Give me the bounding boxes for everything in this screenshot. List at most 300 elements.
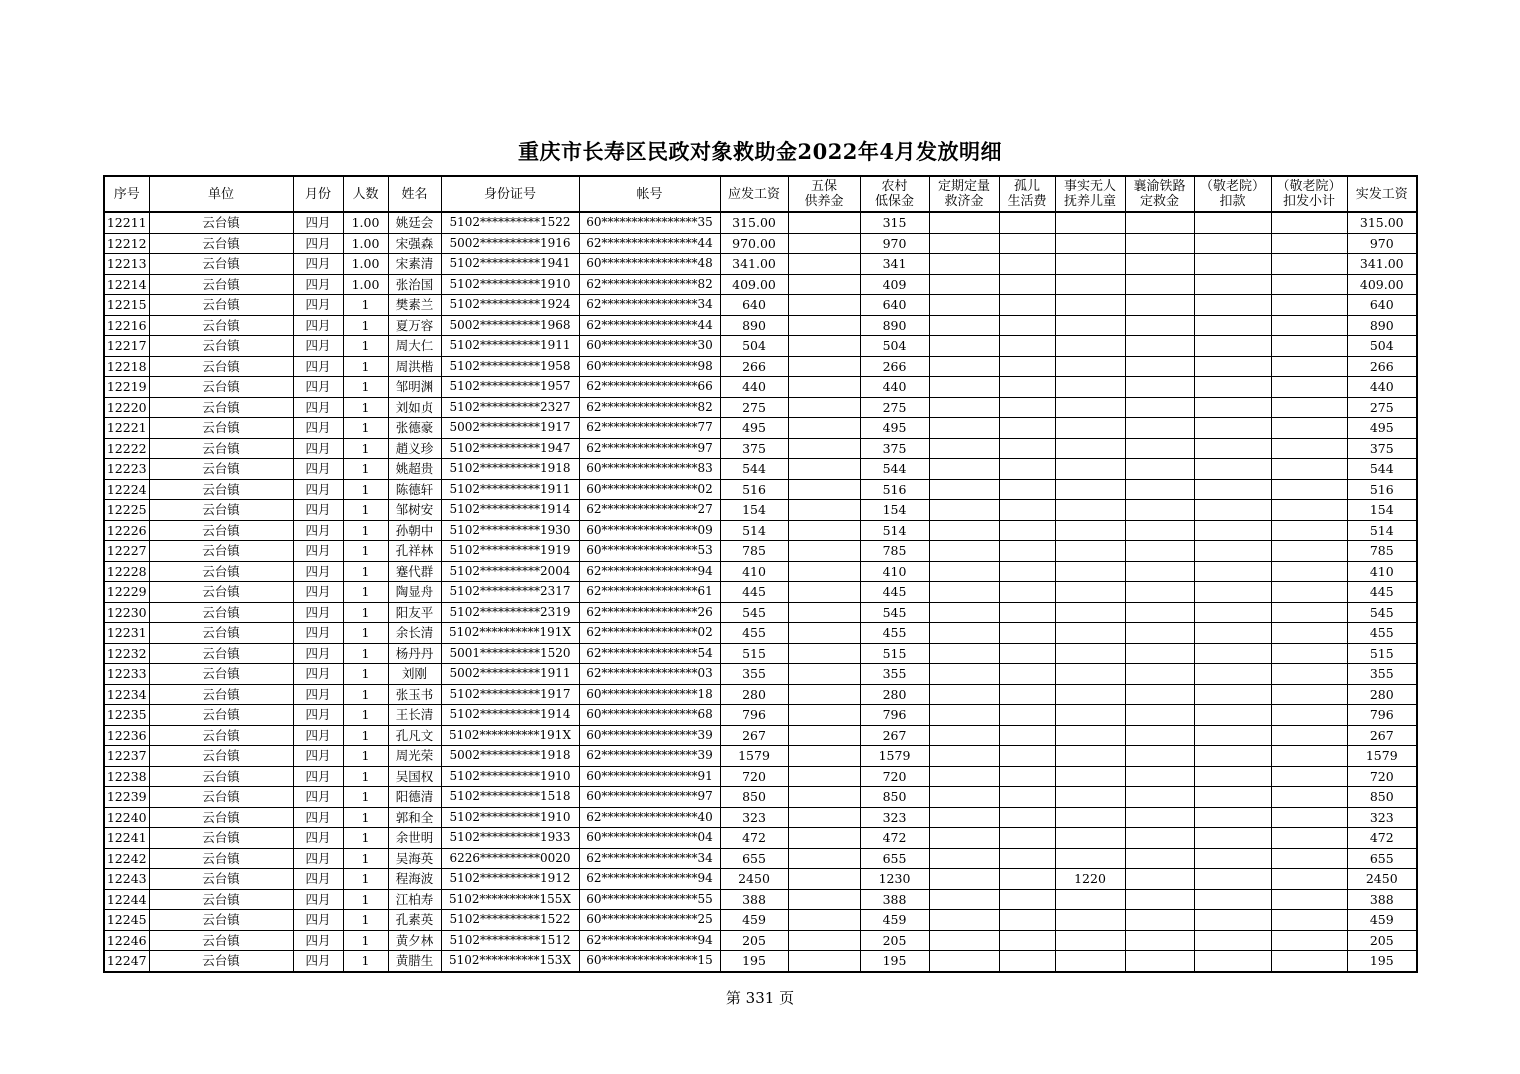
table-cell	[1125, 602, 1194, 623]
table-cell	[788, 315, 860, 336]
table-cell: 1	[343, 766, 388, 787]
table-cell: 275	[1347, 397, 1417, 418]
table-cell: 60****************35	[579, 212, 720, 233]
table-cell: 5102**********1918	[441, 459, 579, 480]
table-cell	[929, 541, 999, 562]
table-cell	[1055, 212, 1125, 233]
table-cell: 60****************09	[579, 520, 720, 541]
table-cell	[1194, 684, 1271, 705]
table-cell: 544	[860, 459, 929, 480]
table-cell: 60****************53	[579, 541, 720, 562]
table-cell	[1055, 295, 1125, 316]
table-cell: 341.00	[1347, 254, 1417, 275]
table-row	[104, 520, 1417, 541]
table-cell: 796	[720, 705, 788, 726]
table-cell: 5102**********153X	[441, 951, 579, 972]
table-cell: 516	[860, 479, 929, 500]
column-header: 序号	[104, 176, 149, 212]
table-cell	[788, 869, 860, 890]
table-cell: 267	[720, 725, 788, 746]
table-cell: 1230	[860, 869, 929, 890]
table-cell: 60****************30	[579, 336, 720, 357]
table-cell	[1125, 848, 1194, 869]
table-cell	[999, 869, 1055, 890]
table-cell: 12235	[104, 705, 149, 726]
table-cell	[1125, 889, 1194, 910]
table-cell	[1271, 828, 1347, 849]
table-cell	[788, 254, 860, 275]
table-cell	[999, 787, 1055, 808]
table-cell: 12218	[104, 356, 149, 377]
table-cell: 375	[720, 438, 788, 459]
table-cell: 495	[1347, 418, 1417, 439]
column-header: 五保 供养金	[788, 176, 860, 212]
table-cell	[1125, 315, 1194, 336]
table-cell	[1271, 500, 1347, 521]
table-cell: 5102**********1941	[441, 254, 579, 275]
table-cell	[1271, 602, 1347, 623]
table-cell: 12219	[104, 377, 149, 398]
table-row	[104, 746, 1417, 767]
table-cell	[1125, 541, 1194, 562]
table-cell	[929, 254, 999, 275]
table-cell: 邹树安	[388, 500, 441, 521]
table-cell: 5102**********1947	[441, 438, 579, 459]
table-cell: 275	[720, 397, 788, 418]
table-cell: 四月	[293, 766, 343, 787]
table-cell: 12215	[104, 295, 149, 316]
table-cell: 云台镇	[149, 643, 293, 664]
table-cell	[788, 233, 860, 254]
table-cell: 516	[720, 479, 788, 500]
table-cell	[929, 930, 999, 951]
table-cell: 323	[1347, 807, 1417, 828]
table-cell	[999, 561, 1055, 582]
table-cell: 12216	[104, 315, 149, 336]
table-cell: 472	[720, 828, 788, 849]
column-header: （敬老院） 扣发小计	[1271, 176, 1347, 212]
table-cell: 四月	[293, 664, 343, 685]
table-cell	[1271, 889, 1347, 910]
table-cell	[929, 561, 999, 582]
table-cell: 1220	[1055, 869, 1125, 890]
table-cell: 655	[860, 848, 929, 869]
table-row	[104, 295, 1417, 316]
table-cell	[1271, 725, 1347, 746]
table-cell: 云台镇	[149, 602, 293, 623]
table-cell: 544	[720, 459, 788, 480]
table-cell	[788, 541, 860, 562]
table-cell: 459	[1347, 910, 1417, 931]
table-cell: 云台镇	[149, 295, 293, 316]
table-cell	[788, 910, 860, 931]
column-header: 事实无人 抚养儿童	[1055, 176, 1125, 212]
table-cell	[1194, 664, 1271, 685]
table-cell	[1194, 459, 1271, 480]
table-cell	[1055, 233, 1125, 254]
table-cell	[999, 725, 1055, 746]
table-cell: 四月	[293, 807, 343, 828]
table-cell	[999, 377, 1055, 398]
table-cell: 62****************66	[579, 377, 720, 398]
table-cell: 1	[343, 643, 388, 664]
table-cell: 云台镇	[149, 766, 293, 787]
table-cell	[929, 377, 999, 398]
table-cell: 495	[860, 418, 929, 439]
table-cell	[1271, 623, 1347, 644]
table-cell	[1125, 725, 1194, 746]
table-cell: 445	[860, 582, 929, 603]
table-cell: 62****************26	[579, 602, 720, 623]
table-cell: 62****************03	[579, 664, 720, 685]
table-cell: 1	[343, 869, 388, 890]
table-cell	[1271, 274, 1347, 295]
table-cell	[999, 664, 1055, 685]
table-cell: 504	[860, 336, 929, 357]
table-cell: 60****************97	[579, 787, 720, 808]
table-cell: 850	[860, 787, 929, 808]
table-cell	[1055, 910, 1125, 931]
table-cell	[1125, 520, 1194, 541]
table-cell: 夏万容	[388, 315, 441, 336]
table-cell: 1	[343, 520, 388, 541]
table-cell: 62****************44	[579, 315, 720, 336]
table-cell	[1271, 295, 1347, 316]
table-cell: 云台镇	[149, 274, 293, 295]
table-cell	[929, 500, 999, 521]
table-cell: 12214	[104, 274, 149, 295]
table-cell	[1125, 377, 1194, 398]
table-cell: 云台镇	[149, 418, 293, 439]
table-cell: 655	[1347, 848, 1417, 869]
table-cell	[1125, 212, 1194, 233]
table-cell: 62****************61	[579, 582, 720, 603]
table-cell: 6226**********0020	[441, 848, 579, 869]
table-cell: 62****************02	[579, 623, 720, 644]
table-cell	[1194, 889, 1271, 910]
table-cell	[1194, 582, 1271, 603]
table-cell: 472	[1347, 828, 1417, 849]
table-cell	[1055, 889, 1125, 910]
table-cell: 杨丹丹	[388, 643, 441, 664]
table-cell: 60****************39	[579, 725, 720, 746]
table-cell: 云台镇	[149, 787, 293, 808]
table-cell: 640	[1347, 295, 1417, 316]
table-cell: 2450	[720, 869, 788, 890]
table-cell	[1271, 315, 1347, 336]
table-cell: 62****************94	[579, 561, 720, 582]
table-cell: 四月	[293, 889, 343, 910]
table-cell: 四月	[293, 295, 343, 316]
table-cell: 205	[860, 930, 929, 951]
table-cell	[1055, 848, 1125, 869]
table-cell	[1271, 397, 1347, 418]
table-cell: 5102**********1958	[441, 356, 579, 377]
table-cell	[788, 602, 860, 623]
table-cell: 姚超贵	[388, 459, 441, 480]
table-cell: 1	[343, 910, 388, 931]
table-cell: 四月	[293, 684, 343, 705]
table-cell	[1271, 541, 1347, 562]
table-cell	[1194, 356, 1271, 377]
column-header: 定期定量 救济金	[929, 176, 999, 212]
table-cell	[929, 705, 999, 726]
table-cell: 1.00	[343, 254, 388, 275]
table-cell: 蹇代群	[388, 561, 441, 582]
table-cell: 323	[860, 807, 929, 828]
table-cell	[788, 377, 860, 398]
table-cell: 12229	[104, 582, 149, 603]
column-header: 人数	[343, 176, 388, 212]
table-cell	[1055, 725, 1125, 746]
table-cell: 1	[343, 602, 388, 623]
table-cell: 455	[860, 623, 929, 644]
table-cell	[1055, 438, 1125, 459]
table-row	[104, 869, 1417, 890]
table-cell: 1	[343, 889, 388, 910]
table-cell: 12227	[104, 541, 149, 562]
table-row	[104, 725, 1417, 746]
table-cell	[999, 582, 1055, 603]
table-cell: 云台镇	[149, 930, 293, 951]
table-cell: 5102**********1914	[441, 705, 579, 726]
table-cell	[929, 459, 999, 480]
table-cell: 355	[720, 664, 788, 685]
table-cell: 云台镇	[149, 889, 293, 910]
table-cell: 62****************77	[579, 418, 720, 439]
table-cell: 1579	[860, 746, 929, 767]
table-cell: 云台镇	[149, 705, 293, 726]
table-cell: 375	[1347, 438, 1417, 459]
table-cell	[1271, 664, 1347, 685]
table-cell	[788, 807, 860, 828]
table-cell	[1055, 541, 1125, 562]
table-cell: 62****************34	[579, 295, 720, 316]
table-cell	[788, 766, 860, 787]
table-cell: 云台镇	[149, 561, 293, 582]
table-row	[104, 582, 1417, 603]
table-cell: 515	[860, 643, 929, 664]
table-cell: 姚廷会	[388, 212, 441, 233]
table-cell: 四月	[293, 602, 343, 623]
table-cell: 四月	[293, 869, 343, 890]
table-cell	[1271, 212, 1347, 233]
table-cell: 趙义珍	[388, 438, 441, 459]
table-cell	[788, 500, 860, 521]
table-cell	[788, 684, 860, 705]
table-cell	[1194, 746, 1271, 767]
table-row	[104, 479, 1417, 500]
table-cell: 655	[720, 848, 788, 869]
table-cell	[1125, 356, 1194, 377]
table-row	[104, 212, 1417, 233]
table-row	[104, 787, 1417, 808]
table-cell	[1125, 561, 1194, 582]
table-cell: 280	[860, 684, 929, 705]
table-cell: 440	[860, 377, 929, 398]
table-cell: 四月	[293, 561, 343, 582]
table-cell: 四月	[293, 705, 343, 726]
table-cell: 12241	[104, 828, 149, 849]
table-cell: 云台镇	[149, 336, 293, 357]
table-cell: 5102**********1512	[441, 930, 579, 951]
table-cell: 5102**********1910	[441, 807, 579, 828]
table-cell: 5102**********2327	[441, 397, 579, 418]
table-row	[104, 848, 1417, 869]
table-cell	[788, 725, 860, 746]
table-cell: 409.00	[1347, 274, 1417, 295]
table-cell	[1055, 602, 1125, 623]
table-cell: 5102**********2004	[441, 561, 579, 582]
table-row	[104, 684, 1417, 705]
table-cell	[999, 315, 1055, 336]
table-cell	[1194, 479, 1271, 500]
table-cell: 四月	[293, 725, 343, 746]
table-cell	[1271, 807, 1347, 828]
table-cell: 云台镇	[149, 848, 293, 869]
table-cell: 1	[343, 418, 388, 439]
table-cell: 5102**********2317	[441, 582, 579, 603]
table-cell: 孔凡文	[388, 725, 441, 746]
table-cell	[788, 705, 860, 726]
table-cell	[999, 746, 1055, 767]
table-cell: 341.00	[720, 254, 788, 275]
table-cell	[929, 582, 999, 603]
table-cell: 5102**********1917	[441, 684, 579, 705]
table-cell	[999, 602, 1055, 623]
table-cell: 62****************94	[579, 930, 720, 951]
table-cell: 970	[860, 233, 929, 254]
table-cell: 1	[343, 438, 388, 459]
table-cell	[999, 623, 1055, 644]
table-cell: 四月	[293, 274, 343, 295]
table-cell	[1125, 787, 1194, 808]
table-cell	[788, 479, 860, 500]
table-cell: 周洪楷	[388, 356, 441, 377]
table-cell	[1055, 377, 1125, 398]
table-cell	[1125, 623, 1194, 644]
table-cell	[929, 725, 999, 746]
table-cell	[788, 274, 860, 295]
table-cell: 785	[860, 541, 929, 562]
table-cell	[1055, 643, 1125, 664]
table-cell	[929, 643, 999, 664]
table-cell	[999, 212, 1055, 233]
table-cell: 62****************97	[579, 438, 720, 459]
table-cell	[1271, 438, 1347, 459]
table-cell	[929, 336, 999, 357]
table-cell	[1194, 602, 1271, 623]
table-cell	[1194, 930, 1271, 951]
table-cell	[1125, 828, 1194, 849]
table-cell: 459	[860, 910, 929, 931]
page-number: 第 331 页	[725, 989, 795, 1007]
table-cell: 388	[1347, 889, 1417, 910]
table-row	[104, 910, 1417, 931]
table-cell: 云台镇	[149, 254, 293, 275]
table-cell: 62****************40	[579, 807, 720, 828]
table-cell	[1125, 336, 1194, 357]
table-cell	[1271, 705, 1347, 726]
table-cell	[929, 951, 999, 972]
table-cell: 545	[1347, 602, 1417, 623]
table-cell: 12246	[104, 930, 149, 951]
table-cell: 1579	[1347, 746, 1417, 767]
table-cell: 267	[860, 725, 929, 746]
table-cell: 四月	[293, 848, 343, 869]
table-cell: 1	[343, 315, 388, 336]
table-cell	[929, 746, 999, 767]
table-cell: 12213	[104, 254, 149, 275]
table-cell	[1271, 869, 1347, 890]
table-cell: 60****************04	[579, 828, 720, 849]
table-cell: 黄腊生	[388, 951, 441, 972]
table-cell: 455	[720, 623, 788, 644]
table-cell: 张德豪	[388, 418, 441, 439]
table-cell: 275	[860, 397, 929, 418]
table-cell	[1194, 254, 1271, 275]
table-cell: 5102**********1930	[441, 520, 579, 541]
table-cell: 12236	[104, 725, 149, 746]
table-cell: 12226	[104, 520, 149, 541]
table-cell	[1271, 951, 1347, 972]
table-cell: 12220	[104, 397, 149, 418]
table-cell: 孔素英	[388, 910, 441, 931]
table-cell: 890	[860, 315, 929, 336]
table-cell	[929, 295, 999, 316]
table-cell: 四月	[293, 212, 343, 233]
table-cell: 154	[1347, 500, 1417, 521]
table-cell: 余世明	[388, 828, 441, 849]
table-cell	[1194, 274, 1271, 295]
table-cell: 12221	[104, 418, 149, 439]
table-cell	[1055, 561, 1125, 582]
table-cell	[1055, 930, 1125, 951]
table-cell: 5102**********1912	[441, 869, 579, 890]
table-cell	[1055, 766, 1125, 787]
table-cell	[788, 397, 860, 418]
table-row	[104, 438, 1417, 459]
table-cell	[1125, 418, 1194, 439]
table-cell: 云台镇	[149, 233, 293, 254]
column-header: 身份证号	[441, 176, 579, 212]
table-cell: 云台镇	[149, 725, 293, 746]
table-cell: 640	[720, 295, 788, 316]
table-cell: 12247	[104, 951, 149, 972]
table-cell	[1125, 746, 1194, 767]
table-cell	[1055, 315, 1125, 336]
table-cell: 宋素清	[388, 254, 441, 275]
table-cell: 5102**********1910	[441, 274, 579, 295]
table-cell: 12238	[104, 766, 149, 787]
table-cell	[1055, 520, 1125, 541]
table-cell: 315.00	[1347, 212, 1417, 233]
table-cell: 云台镇	[149, 623, 293, 644]
table-cell	[788, 664, 860, 685]
table-cell: 1	[343, 295, 388, 316]
table-cell: 刘如贞	[388, 397, 441, 418]
table-cell: 云台镇	[149, 356, 293, 377]
table-cell: 5002**********1911	[441, 664, 579, 685]
table-cell	[1125, 254, 1194, 275]
table-cell: 四月	[293, 479, 343, 500]
table-header-row	[104, 176, 1417, 212]
table-cell: 云台镇	[149, 479, 293, 500]
table-cell: 5102**********1522	[441, 910, 579, 931]
table-cell: 四月	[293, 623, 343, 644]
table-cell: 62****************54	[579, 643, 720, 664]
table-cell: 5102**********1924	[441, 295, 579, 316]
